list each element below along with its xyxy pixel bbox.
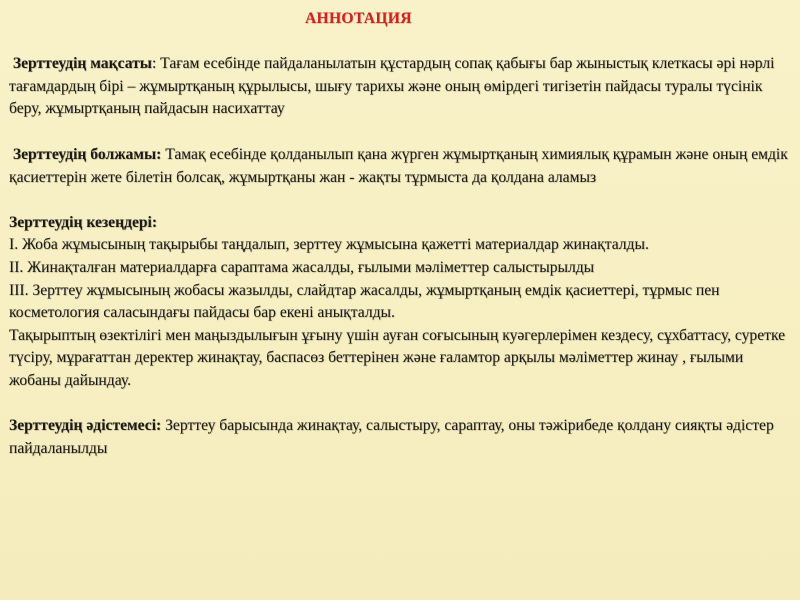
- spacer: [9, 189, 794, 212]
- spacer: [9, 121, 794, 144]
- methods-paragraph: [9, 415, 794, 460]
- hypothesis-paragraph: [9, 144, 794, 189]
- methods-text: Зерттеу барысында жинақтау, салыстыру, сараптау, оны тәжірибеде қолдану сияқты әдістер пайдаланылды: [9, 417, 774, 457]
- annotation-content: [9, 8, 794, 460]
- hypothesis-label: Зерттеудің болжамы:: [12, 145, 162, 163]
- spacer: [9, 393, 794, 416]
- stage-item-4: Тақырыптың өзектілігі мен маңыздылығын ұғыну үшін ауған соғысының куәгерлерімен кездесу, сұхбаттасу, суретке түсіру, мұрағаттан деректер жинақтау, баспасөз беттерінен және ғаламтор арқылы мәліметтер жинау , ғылыми жобаны дайындау.: [9, 326, 786, 389]
- stage-item-3: III. Зерттеу жұмысының жобасы жазылды, слайдтар жасалды, жұмыртқаның емдік қасиеттері, тұрмыс пен косметология саласындағы пайдасы бар екені анықталды.: [9, 281, 720, 322]
- stages-label: Зерттеудің кезеңдері:: [9, 213, 158, 231]
- methods-label: Зерттеудің әдістемесі:: [9, 417, 162, 435]
- goal-label: Зерттеудің мақсаты: [12, 55, 152, 73]
- spacer: [9, 31, 794, 54]
- goal-paragraph: [9, 53, 794, 121]
- goal-separator: :: [151, 55, 157, 73]
- stage-item-2: II. Жинақталған материалдарға сараптама жасалды, ғылыми мәліметтер салыстырылды: [9, 258, 595, 276]
- page-title: АННОТАЦИЯ: [305, 10, 412, 27]
- stage-item-1: I. Жоба жұмысының тақырыбы таңдалып, зерттеу жұмысына қажетті материалдар жинақталды.: [9, 236, 649, 254]
- goal-text: Тағам есебінде пайдаланылатын құстардың сопақ қабығы бар жыныстық клеткасы әрі нәрлі тағамдардың бірі – жұмыртқаның құрылысы, шығу тарихы және оның өмірдегі тигізетін пайдасы туралы түсінік беру, жұмыртқаның пайдасын насихаттау: [9, 55, 775, 118]
- hypothesis-text: Тамақ есебінде қолданылып қана жүрген жұмыртқаның химиялық құрамын және оның емдік қасиеттерін жете білетін болсақ, жұмыртқаны жан - жақты тұрмыста да қолдана аламыз: [9, 145, 788, 186]
